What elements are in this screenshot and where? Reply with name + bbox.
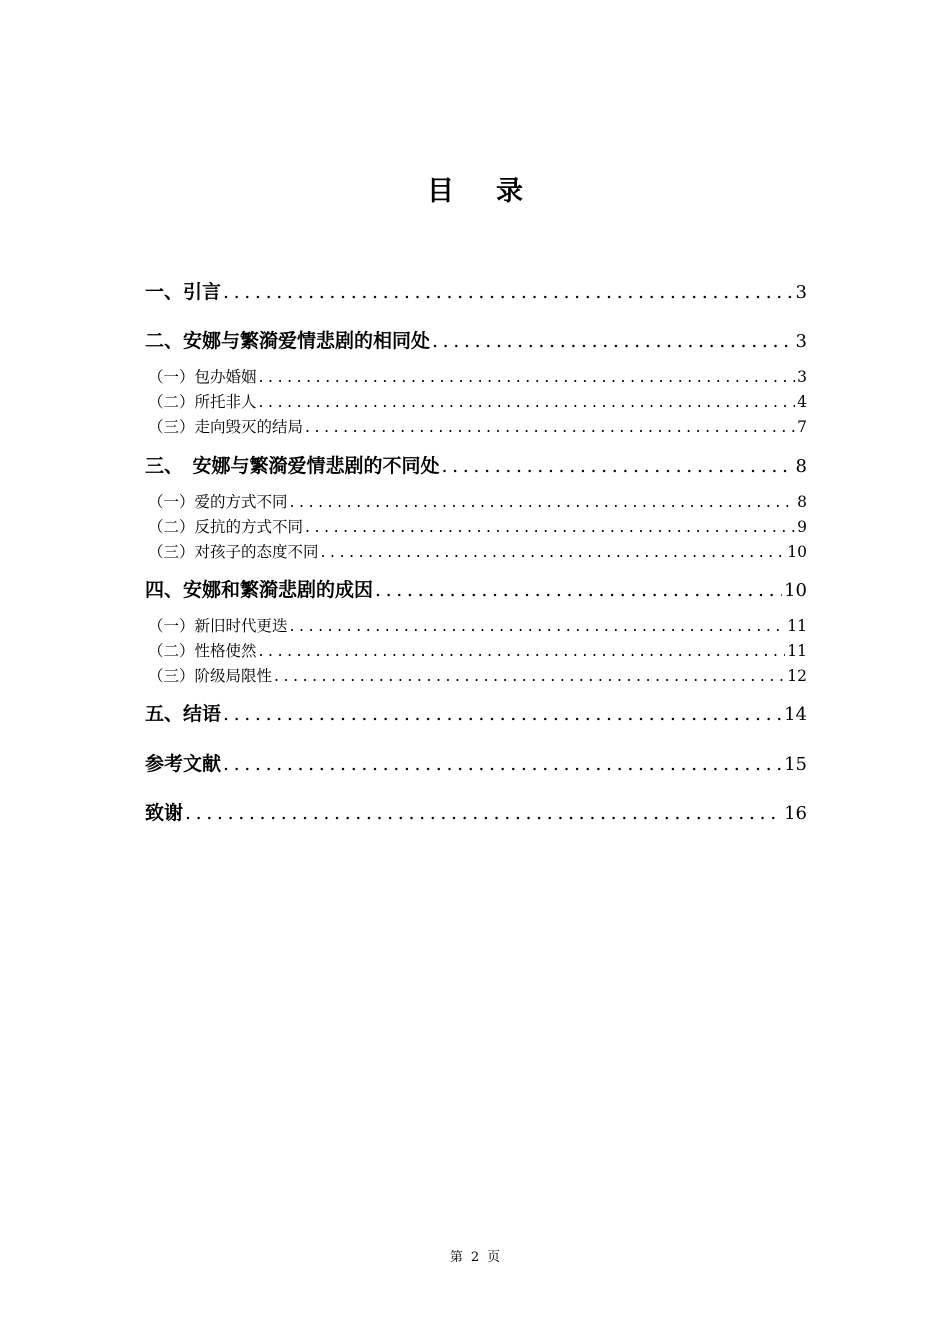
toc-entry-text: （一）新旧时代更迭 bbox=[148, 617, 288, 635]
toc-leader-dots bbox=[430, 327, 794, 355]
toc-entry-text: （三）对孩子的态度不同 bbox=[148, 543, 319, 561]
toc-page-number: 4 bbox=[797, 393, 807, 411]
toc-entry-text: 参考文献 bbox=[145, 753, 222, 775]
toc-entry-text: 四、安娜和繁漪悲剧的成因 bbox=[145, 579, 374, 601]
toc-page-number: 16 bbox=[784, 803, 807, 824]
toc-leader-dots bbox=[221, 750, 782, 778]
toc-leader-dots bbox=[288, 615, 786, 637]
toc-leader-dots bbox=[440, 452, 794, 480]
toc-entry-text: （二）反抗的方式不同 bbox=[148, 518, 304, 536]
toc-entry-similarities[interactable] bbox=[145, 327, 807, 355]
footer-page-number: 2 bbox=[470, 1250, 480, 1265]
toc-entry-text: 致谢 bbox=[145, 802, 184, 824]
toc-entry-text: （二）所托非人 bbox=[148, 393, 257, 411]
toc-leader-dots bbox=[303, 516, 795, 538]
toc-leader-dots bbox=[272, 665, 785, 687]
toc-page-number: 11 bbox=[787, 642, 807, 660]
toc-leader-dots bbox=[288, 491, 796, 513]
toc-entry-text: 二、安娜与繁漪爱情悲剧的相同处 bbox=[145, 330, 431, 352]
toc-leader-dots bbox=[257, 640, 786, 662]
toc-entry-attitude-to-children[interactable] bbox=[145, 541, 807, 563]
toc-entry-text: （一）包办婚姻 bbox=[148, 368, 257, 386]
toc-page-number: 14 bbox=[784, 704, 807, 725]
toc-entry-text: （三）阶级局限性 bbox=[148, 667, 273, 685]
toc-entry-differences[interactable] bbox=[145, 452, 807, 480]
toc-entry-destruction-ending[interactable] bbox=[145, 416, 807, 438]
toc-entry-class-limitation[interactable] bbox=[145, 665, 807, 687]
toc-entry-personality[interactable] bbox=[145, 640, 807, 662]
toc-page-number: 15 bbox=[784, 754, 807, 775]
toc-page-number: 10 bbox=[784, 580, 807, 601]
toc-page-number: 9 bbox=[797, 518, 807, 536]
footer-prefix: 第 bbox=[449, 1250, 463, 1265]
toc-entry-text: 一、引言 bbox=[145, 281, 222, 303]
toc-page-number: 10 bbox=[787, 543, 807, 561]
footer-suffix: 页 bbox=[487, 1250, 501, 1265]
page-footer bbox=[0, 1248, 950, 1268]
toc-leader-dots bbox=[257, 391, 796, 413]
toc-leader-dots bbox=[373, 576, 782, 604]
toc-entry-acknowledgements[interactable] bbox=[145, 799, 807, 827]
toc-entry-introduction[interactable] bbox=[145, 278, 807, 306]
toc-entry-arranged-marriage[interactable] bbox=[145, 366, 807, 388]
toc-entry-text: 五、结语 bbox=[145, 703, 222, 725]
toc-page-number: 3 bbox=[797, 368, 807, 386]
toc-page-number: 8 bbox=[795, 456, 807, 477]
toc-leader-dots bbox=[221, 700, 782, 728]
toc-leader-dots bbox=[257, 366, 796, 388]
page-title: 目录 bbox=[427, 176, 565, 207]
toc-entry-causes[interactable] bbox=[145, 576, 807, 604]
toc-entry-text: （一）爱的方式不同 bbox=[148, 493, 288, 511]
toc-page-number: 12 bbox=[787, 667, 807, 685]
toc-entry-text: 三、 安娜与繁漪爱情悲剧的不同处 bbox=[145, 455, 440, 477]
toc-entry-era-change[interactable] bbox=[145, 615, 807, 637]
toc-entry-text: （三）走向毁灭的结局 bbox=[148, 418, 304, 436]
toc-entry-text: （二）性格使然 bbox=[148, 642, 257, 660]
toc-entry-conclusion[interactable] bbox=[145, 700, 807, 728]
toc-leader-dots bbox=[303, 416, 795, 438]
toc-entry-ways-of-love[interactable] bbox=[145, 491, 807, 513]
toc-entry-wrong-person[interactable] bbox=[145, 391, 807, 413]
toc-page-number: 3 bbox=[795, 282, 807, 303]
toc-entry-ways-of-resistance[interactable] bbox=[145, 516, 807, 538]
toc-page-number: 8 bbox=[797, 493, 807, 511]
toc-leader-dots bbox=[221, 278, 794, 306]
toc-entry-references[interactable] bbox=[145, 750, 807, 778]
toc-page-number: 11 bbox=[787, 617, 807, 635]
toc-page-number: 3 bbox=[795, 331, 807, 352]
toc-leader-dots bbox=[183, 799, 782, 827]
toc-leader-dots bbox=[319, 541, 786, 563]
toc-page-number: 7 bbox=[797, 418, 807, 436]
